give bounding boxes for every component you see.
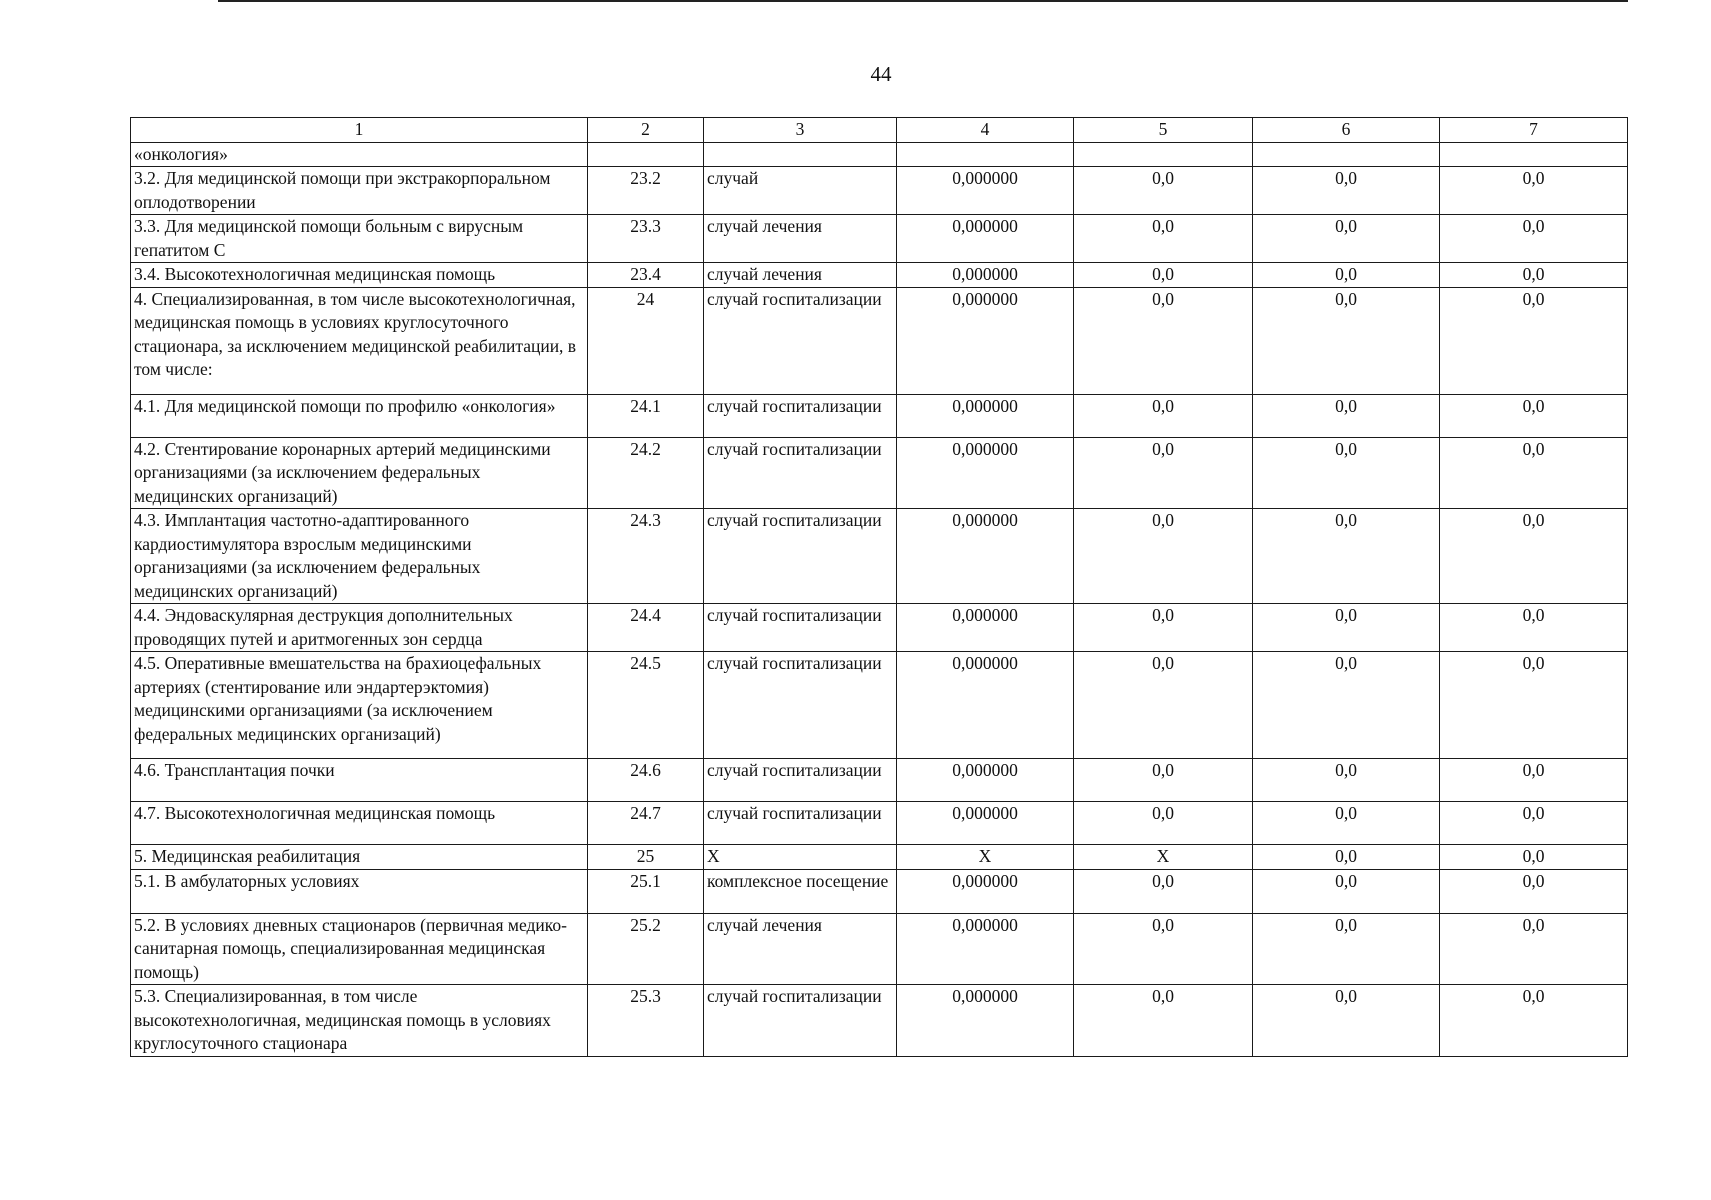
table-row xyxy=(131,437,1628,509)
row-number: 23.2 xyxy=(588,167,704,215)
row-number: 25.1 xyxy=(588,869,704,913)
row-label: «онкология» xyxy=(131,142,588,167)
unit-cell: X xyxy=(704,845,897,870)
table-row xyxy=(131,759,1628,802)
column-number: 3 xyxy=(704,118,897,143)
row-number: 24.2 xyxy=(588,437,704,509)
value-col-6: 0,0 xyxy=(1253,215,1440,263)
unit-cell: случай госпитализации xyxy=(704,604,897,652)
unit-cell: случай xyxy=(704,167,897,215)
value-col-7: 0,0 xyxy=(1440,394,1628,437)
column-number: 2 xyxy=(588,118,704,143)
row-number: 24.5 xyxy=(588,652,704,759)
row-label: 5.1. В амбулаторных условиях xyxy=(131,869,588,913)
value-col-5: 0,0 xyxy=(1074,394,1253,437)
value-col-4: 0,000000 xyxy=(897,394,1074,437)
value-col-5: 0,0 xyxy=(1074,215,1253,263)
value-col-7: 0,0 xyxy=(1440,913,1628,985)
value-col-6: 0,0 xyxy=(1253,263,1440,288)
value-col-7 xyxy=(1440,142,1628,167)
value-col-4: 0,000000 xyxy=(897,167,1074,215)
value-col-7: 0,0 xyxy=(1440,263,1628,288)
row-label: 4.5. Оперативные вмешательства на брахиоцефальных артериях (стентирование или эндартерэктомия) медицинскими организациями (за исключением федеральных медицинских организаций) xyxy=(131,652,588,759)
unit-cell: случай лечения xyxy=(704,913,897,985)
row-label: 4.4. Эндоваскулярная деструкция дополнительных проводящих путей и аритмогенных зон сердца xyxy=(131,604,588,652)
top-rule xyxy=(218,0,1628,2)
value-col-7: 0,0 xyxy=(1440,759,1628,802)
table-row xyxy=(131,845,1628,870)
unit-cell: случай госпитализации xyxy=(704,759,897,802)
unit-cell: случай госпитализации xyxy=(704,509,897,604)
row-number: 23.4 xyxy=(588,263,704,288)
column-number: 4 xyxy=(897,118,1074,143)
table-row xyxy=(131,215,1628,263)
table-row xyxy=(131,142,1628,167)
value-col-5: 0,0 xyxy=(1074,287,1253,394)
table-row xyxy=(131,869,1628,913)
row-label: 4.1. Для медицинской помощи по профилю «онкология» xyxy=(131,394,588,437)
data-table xyxy=(130,117,1628,1057)
value-col-7: 0,0 xyxy=(1440,509,1628,604)
unit-cell: случай госпитализации xyxy=(704,394,897,437)
value-col-7: 0,0 xyxy=(1440,985,1628,1057)
page-margin xyxy=(1691,0,1711,1200)
value-col-4: 0,000000 xyxy=(897,869,1074,913)
value-col-6: 0,0 xyxy=(1253,287,1440,394)
value-col-4: 0,000000 xyxy=(897,215,1074,263)
value-col-5: 0,0 xyxy=(1074,652,1253,759)
row-number xyxy=(588,142,704,167)
row-number: 24.1 xyxy=(588,394,704,437)
value-col-6: 0,0 xyxy=(1253,652,1440,759)
value-col-4: 0,000000 xyxy=(897,287,1074,394)
column-number: 5 xyxy=(1074,118,1253,143)
value-col-4: 0,000000 xyxy=(897,759,1074,802)
value-col-5 xyxy=(1074,142,1253,167)
unit-cell: комплексное посещение xyxy=(704,869,897,913)
row-number: 23.3 xyxy=(588,215,704,263)
table-row xyxy=(131,167,1628,215)
value-col-6: 0,0 xyxy=(1253,604,1440,652)
value-col-4: X xyxy=(897,845,1074,870)
value-col-6: 0,0 xyxy=(1253,802,1440,845)
value-col-7: 0,0 xyxy=(1440,215,1628,263)
unit-cell: случай госпитализации xyxy=(704,437,897,509)
table-row xyxy=(131,394,1628,437)
row-number: 24 xyxy=(588,287,704,394)
table-row xyxy=(131,985,1628,1057)
row-label: 5. Медицинская реабилитация xyxy=(131,845,588,870)
value-col-5: 0,0 xyxy=(1074,869,1253,913)
row-label: 3.3. Для медицинской помощи больным с вирусным гепатитом С xyxy=(131,215,588,263)
value-col-7: 0,0 xyxy=(1440,802,1628,845)
value-col-6: 0,0 xyxy=(1253,759,1440,802)
value-col-4 xyxy=(897,142,1074,167)
row-number: 24.7 xyxy=(588,802,704,845)
row-label: 4. Специализированная, в том числе высокотехнологичная, медицинская помощь в условиях круглосуточного стационара, за исключением медицинской реабилитации, в том числе: xyxy=(131,287,588,394)
value-col-6: 0,0 xyxy=(1253,509,1440,604)
row-label: 3.2. Для медицинской помощи при экстракорпоральном оплодотворении xyxy=(131,167,588,215)
value-col-4: 0,000000 xyxy=(897,437,1074,509)
value-col-6: 0,0 xyxy=(1253,167,1440,215)
table-row xyxy=(131,287,1628,394)
table-row xyxy=(131,913,1628,985)
column-number: 6 xyxy=(1253,118,1440,143)
value-col-6: 0,0 xyxy=(1253,913,1440,985)
row-number: 24.4 xyxy=(588,604,704,652)
unit-cell: случай госпитализации xyxy=(704,985,897,1057)
value-col-6: 0,0 xyxy=(1253,394,1440,437)
value-col-7: 0,0 xyxy=(1440,437,1628,509)
unit-cell: случай госпитализации xyxy=(704,802,897,845)
value-col-4: 0,000000 xyxy=(897,985,1074,1057)
value-col-5: 0,0 xyxy=(1074,509,1253,604)
value-col-5: 0,0 xyxy=(1074,604,1253,652)
value-col-5: 0,0 xyxy=(1074,263,1253,288)
value-col-5: 0,0 xyxy=(1074,167,1253,215)
value-col-4: 0,000000 xyxy=(897,913,1074,985)
unit-cell xyxy=(704,142,897,167)
row-label: 4.7. Высокотехнологичная медицинская помощь xyxy=(131,802,588,845)
value-col-5: 0,0 xyxy=(1074,759,1253,802)
value-col-7: 0,0 xyxy=(1440,287,1628,394)
value-col-7: 0,0 xyxy=(1440,604,1628,652)
value-col-7: 0,0 xyxy=(1440,652,1628,759)
value-col-5: 0,0 xyxy=(1074,913,1253,985)
value-col-6 xyxy=(1253,142,1440,167)
row-label: 5.2. В условиях дневных стационаров (первичная медико-санитарная помощь, специализированная медицинская помощь) xyxy=(131,913,588,985)
value-col-5: 0,0 xyxy=(1074,802,1253,845)
unit-cell: случай лечения xyxy=(704,263,897,288)
column-number: 7 xyxy=(1440,118,1628,143)
value-col-4: 0,000000 xyxy=(897,509,1074,604)
row-label: 5.3. Специализированная, в том числе высокотехнологичная, медицинская помощь в условиях круглосуточного стационара xyxy=(131,985,588,1057)
row-number: 25.3 xyxy=(588,985,704,1057)
row-label: 4.2. Стентирование коронарных артерий медицинскими организациями (за исключением федеральных медицинских организаций) xyxy=(131,437,588,509)
value-col-5: X xyxy=(1074,845,1253,870)
row-number: 24.3 xyxy=(588,509,704,604)
table-row xyxy=(131,263,1628,288)
column-number-row xyxy=(131,118,1628,143)
value-col-5: 0,0 xyxy=(1074,985,1253,1057)
table-body xyxy=(131,118,1628,1057)
row-number: 25.2 xyxy=(588,913,704,985)
table-row xyxy=(131,652,1628,759)
row-label: 3.4. Высокотехнологичная медицинская помощь xyxy=(131,263,588,288)
value-col-7: 0,0 xyxy=(1440,167,1628,215)
unit-cell: случай госпитализации xyxy=(704,287,897,394)
row-number: 25 xyxy=(588,845,704,870)
value-col-6: 0,0 xyxy=(1253,437,1440,509)
value-col-4: 0,000000 xyxy=(897,263,1074,288)
value-col-6: 0,0 xyxy=(1253,869,1440,913)
table-row xyxy=(131,802,1628,845)
page-number: 44 xyxy=(870,62,892,86)
value-col-4: 0,000000 xyxy=(897,604,1074,652)
table-row xyxy=(131,604,1628,652)
value-col-7: 0,0 xyxy=(1440,869,1628,913)
value-col-4: 0,000000 xyxy=(897,652,1074,759)
row-label: 4.3. Имплантация частотно-адаптированного кардиостимулятора взрослым медицинскими организациями (за исключением федеральных медицинских организаций) xyxy=(131,509,588,604)
row-number: 24.6 xyxy=(588,759,704,802)
unit-cell: случай лечения xyxy=(704,215,897,263)
value-col-5: 0,0 xyxy=(1074,437,1253,509)
table-row xyxy=(131,509,1628,604)
value-col-6: 0,0 xyxy=(1253,985,1440,1057)
value-col-7: 0,0 xyxy=(1440,845,1628,870)
value-col-4: 0,000000 xyxy=(897,802,1074,845)
unit-cell: случай госпитализации xyxy=(704,652,897,759)
row-label: 4.6. Трансплантация почки xyxy=(131,759,588,802)
column-number: 1 xyxy=(131,118,588,143)
value-col-6: 0,0 xyxy=(1253,845,1440,870)
